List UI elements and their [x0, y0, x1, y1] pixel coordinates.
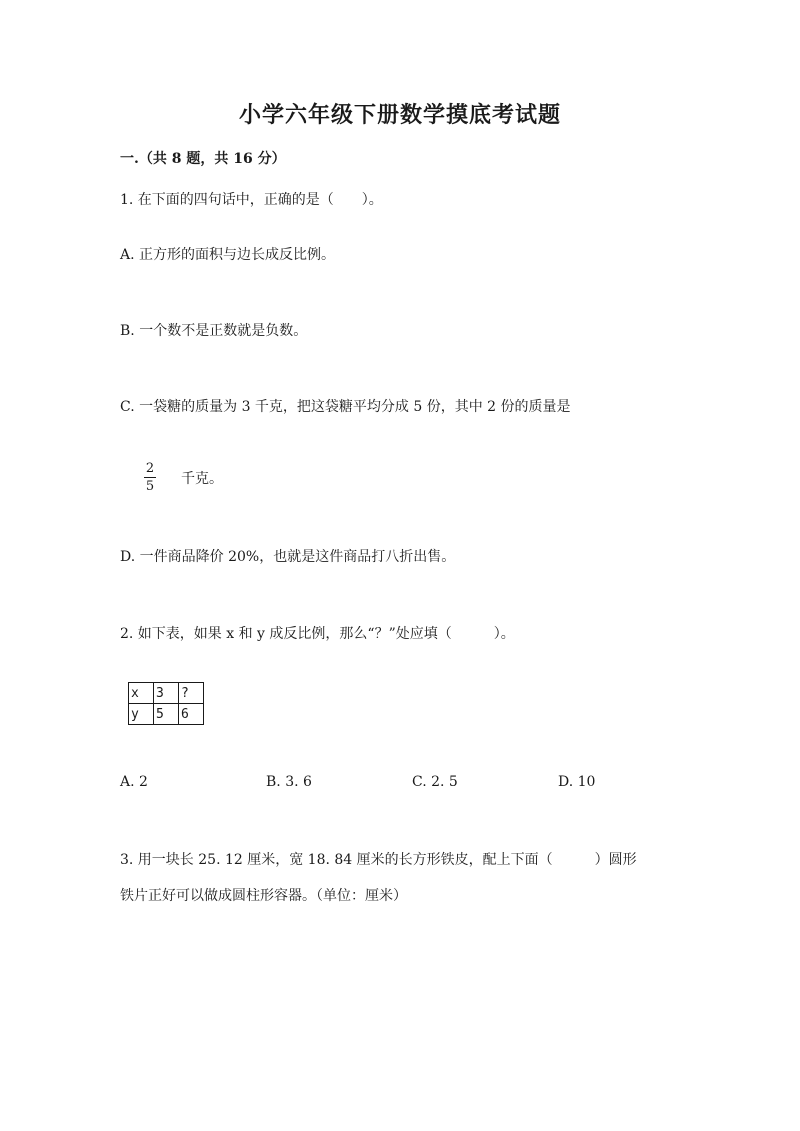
question-2-option-c: C. 2. 5	[412, 774, 458, 790]
table-cell: 6	[179, 704, 204, 725]
xy-table	[128, 682, 204, 725]
section-title: 一.（共 8 题，共 16 分）	[120, 151, 286, 167]
question-3-stem-line-2: 铁片正好可以做成圆柱形容器。（单位：厘米）	[120, 888, 407, 904]
question-1-option-c-suffix: 千克。	[181, 471, 223, 487]
question-1-option-a: A. 正方形的面积与边长成反比例。	[120, 247, 336, 263]
table-row	[129, 704, 204, 725]
question-2-option-a: A. 2	[120, 774, 148, 790]
question-2-stem: 2. 如下表，如果 x 和 y 成反比例，那么“？”处应填（ ）。	[120, 626, 515, 642]
question-1-option-d: D. 一件商品降价 20%，也就是这件商品打八折出售。	[120, 549, 456, 565]
fraction-numerator: 2	[145, 461, 155, 476]
question-1-stem: 1. 在下面的四句话中，正确的是（ ）。	[120, 192, 383, 208]
fraction-denominator: 5	[145, 479, 155, 494]
table-row	[129, 683, 204, 704]
fraction-bar	[144, 477, 156, 478]
table-cell: ?	[179, 683, 204, 704]
question-2-option-b: B. 3. 6	[266, 774, 312, 790]
question-2-option-d: D. 10	[558, 774, 596, 790]
table-cell: 5	[154, 704, 179, 725]
table-cell: y	[129, 704, 154, 725]
page-title: 小学六年级下册数学摸底考试题	[238, 102, 561, 128]
fraction	[143, 461, 157, 494]
question-3-stem-line-1: 3. 用一块长 25. 12 厘米，宽 18. 84 厘米的长方形铁皮，配上下面（ ）圆形	[120, 852, 637, 868]
question-1-option-b: B. 一个数不是正数就是负数。	[120, 323, 308, 339]
table-cell: x	[129, 683, 154, 704]
question-1-option-c: C. 一袋糖的质量为 3 千克，把这袋糖平均分成 5 份，其中 2 份的质量是	[120, 399, 571, 415]
table-cell: 3	[154, 683, 179, 704]
